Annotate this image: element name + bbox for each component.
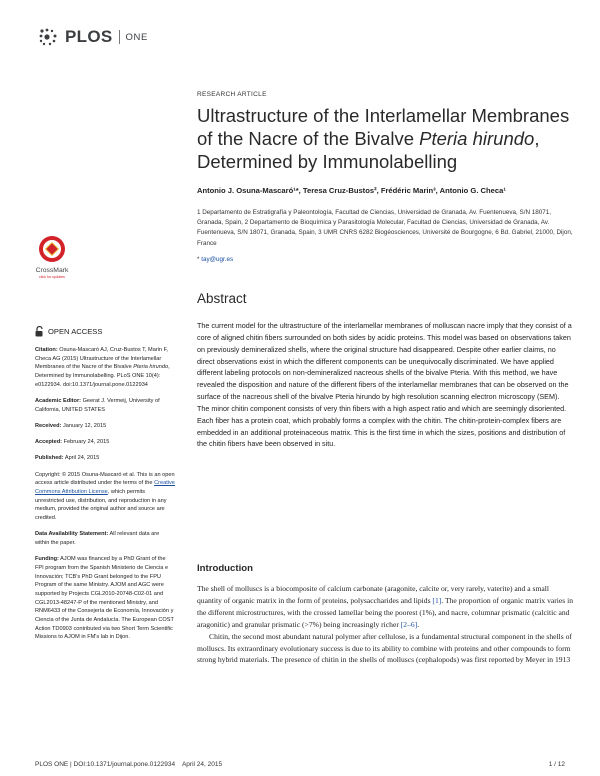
plos-logo-icon [38, 27, 62, 47]
published-date [35, 454, 175, 463]
abstract-heading: Abstract [197, 291, 247, 306]
copyright [35, 471, 175, 523]
citation-species: Pteria hirundo [133, 364, 169, 371]
crossmark-sublabel: click for updates [39, 275, 65, 279]
page-number: 1 / 12 [548, 761, 565, 768]
crossmark-label: CrossMark [35, 267, 69, 274]
logo-divider [119, 30, 120, 44]
published-value: April 24, 2015 [63, 455, 100, 462]
academic-editor [35, 397, 175, 414]
logo-text: PLOS [65, 27, 113, 46]
page-footer [35, 761, 565, 768]
corresponding-email [197, 256, 233, 263]
introduction-body [197, 583, 575, 666]
email-link[interactable]: tay@ugr.es [201, 256, 234, 263]
open-access-badge [35, 326, 102, 337]
intro-paragraph-2: Chitin, the second most abundant natural polymer after cellulose, is a fundamental structural component in the shells of molluscs. Its extraordinary evolutionary success is due to its ability to combine with proteins and other compounds to form strong hybrid materials. The presence of chitin in the shells of molluscs (cephalopods) was first reported by Meyer in 1913 [197, 631, 572, 665]
funding [35, 555, 175, 642]
article-title [197, 104, 577, 173]
introduction-heading: Introduction [197, 563, 253, 574]
crossmark-badge[interactable] [34, 234, 70, 285]
journal-logo [38, 27, 148, 47]
title-species: Pteria hirundo [419, 128, 535, 149]
received-value: January 12, 2015 [61, 422, 107, 429]
copyright-text-a: Copyright: © 2015 Osuna-Mascaró et al. This is an open access article distributed under the terms of the [35, 471, 175, 487]
citation-text-b: , Determined by Immunolabelling. PLoS ONE 10(4): e0122934. doi:10.1371/journal.pone.0122934 [35, 364, 170, 388]
accepted-value: February 24, 2015 [62, 439, 110, 446]
funding-label: Funding: [35, 556, 59, 563]
crossmark-icon [34, 234, 70, 280]
citation-label: Citation: [35, 347, 58, 353]
article-info-sidebar [35, 346, 175, 650]
abstract-text: The current model for the ultrastructure of the interlamellar membranes of molluscan nacre imply that they consist of a core of aligned chitin fibers surrounded on both sides by acidic proteins. This model was based on observations taken on previously demineralized shells, where the original structure had disappeared. Despite other earlier claims, no direct observations exist in which the different components can be unequivocally discriminated. We have applied different labeling protocols on non-demineralized nacreous shells of the bivalve Pteria. With this method, we have revealed the disposition and nature of the different fibers of the interlamellar membranes that can be observed on the surface of the nacreous shell of the bivalve Pteria hirundo by high resolution scanning electron microscopy (SEM). The minor chitin component consists of very thin fibers with a high aspect ratio and which are seemingly disoriented. Each fiber has a protein coat, which probably forms a complex with the chitin. The chitin-protein-complex fibers are embedded in an additional proteinaceous matrix. This is the first time in which the sizes, positions and distribution of the chitin fibers have been observed in situ. [197, 321, 572, 449]
footer-citation: PLOS ONE | DOI:10.1371/journal.pone.0122934 April 24, 2015 [35, 761, 223, 768]
accepted-label: Accepted: [35, 439, 63, 446]
article-type-label: RESEARCH ARTICLE [197, 91, 267, 98]
accepted-date [35, 438, 175, 447]
open-access-label: OPEN ACCESS [48, 327, 103, 336]
data-availability [35, 530, 175, 547]
logo-subtext: ONE [125, 31, 148, 43]
author-list: Antonio J. Osuna-Mascaró¹*, Teresa Cruz-Bustos², Frédéric Marin³, Antonio G. Checa¹ [197, 186, 506, 195]
intro-p1-text-b: . The proportion of organic matrix varies in the different microstructures, with the crossed lamellar being the poorest (1%), and nacre, columnar prismatic (calcitic and aragonitic) and granular prismatic (>7%) being increasingly richer [197, 595, 574, 629]
reference-link-2-6[interactable]: [2–6] [400, 619, 418, 629]
license-link[interactable]: Creative Commons Attribution License [35, 480, 175, 495]
unlocked-padlock-icon [35, 326, 44, 337]
data-availability-label: Data Availability Statement: [35, 531, 109, 538]
intro-p1-text-c: . [417, 619, 420, 629]
title-text-2: , Determined by Immunolabelling [197, 128, 540, 172]
received-date [35, 422, 175, 431]
citation-text-a: Osuna-Mascaró AJ, Cruz-Bustos T, Marin F, Checa AG (2015) Ultrastructure of the Interlamellar Membranes of the Nacre of the Bivalve [35, 347, 168, 371]
published-label: Published: [35, 455, 64, 462]
citation [35, 346, 175, 390]
title-text-1: Ultrastructure of the Interlamellar Membranes of the Nacre of the Bivalve [197, 105, 570, 149]
received-label: Received: [35, 422, 62, 429]
copyright-text-b: , which permits unrestricted use, distribution, and reproduction in any medium, provided the original author and source are credited. [35, 488, 167, 522]
reference-link-1[interactable]: [1] [432, 595, 442, 605]
intro-paragraph-1 [197, 583, 575, 631]
editor-value: Geerat J. Vermeij, University of California, UNITED STATES [35, 398, 160, 413]
email-star: * [197, 256, 200, 263]
data-availability-value: All relevant data are within the paper. [35, 531, 160, 546]
affiliations: 1 Departamento de Estratigrafía y Paleontología, Facultad de Ciencias, Universidad de Granada, Av. Fuentenueva, S/N 18071, Granada, Spain, 2 Departamento de Bioquímica y Parasitología Molecular, Facultad de Ciencias, Universidad de Granada, Av. Fuentenueva, S/N 18071, Granada, Spain, 3 UMR CNRS 6282 Biogéosciences, Université de Bourgogne, 6 Bd. Gabriel, 21000, Dijon, France [197, 209, 573, 247]
funding-value: AJOM was financed by a PhD Grant of the FPI program from the Spanish Ministerio de Ciencia e Innovación; TCB's PhD Grant belonged to the FPU Program of the same Ministry. AJOM and AGC were supported by Projects CGL2010-20748-C02-01 and CGL2013-48247-P of the mentioned Ministry, and RNM6433 of the Consejería de Economía, Innovación y Ciencia of the Junta de Andalucía. The European COST Action TD0903 contributed via two Short Term Scientific Missions to AJOM in FM's lab in Dijon. [35, 556, 174, 641]
editor-label: Academic Editor: [35, 398, 82, 405]
intro-p1-text-a: The shell of molluscs is a biocomposite of calcium carbonate (aragonite, calcite or, very rarely, vaterite) and a small quantity of organic matrix in the form of proteins, polysaccharides and lipids [197, 584, 549, 605]
